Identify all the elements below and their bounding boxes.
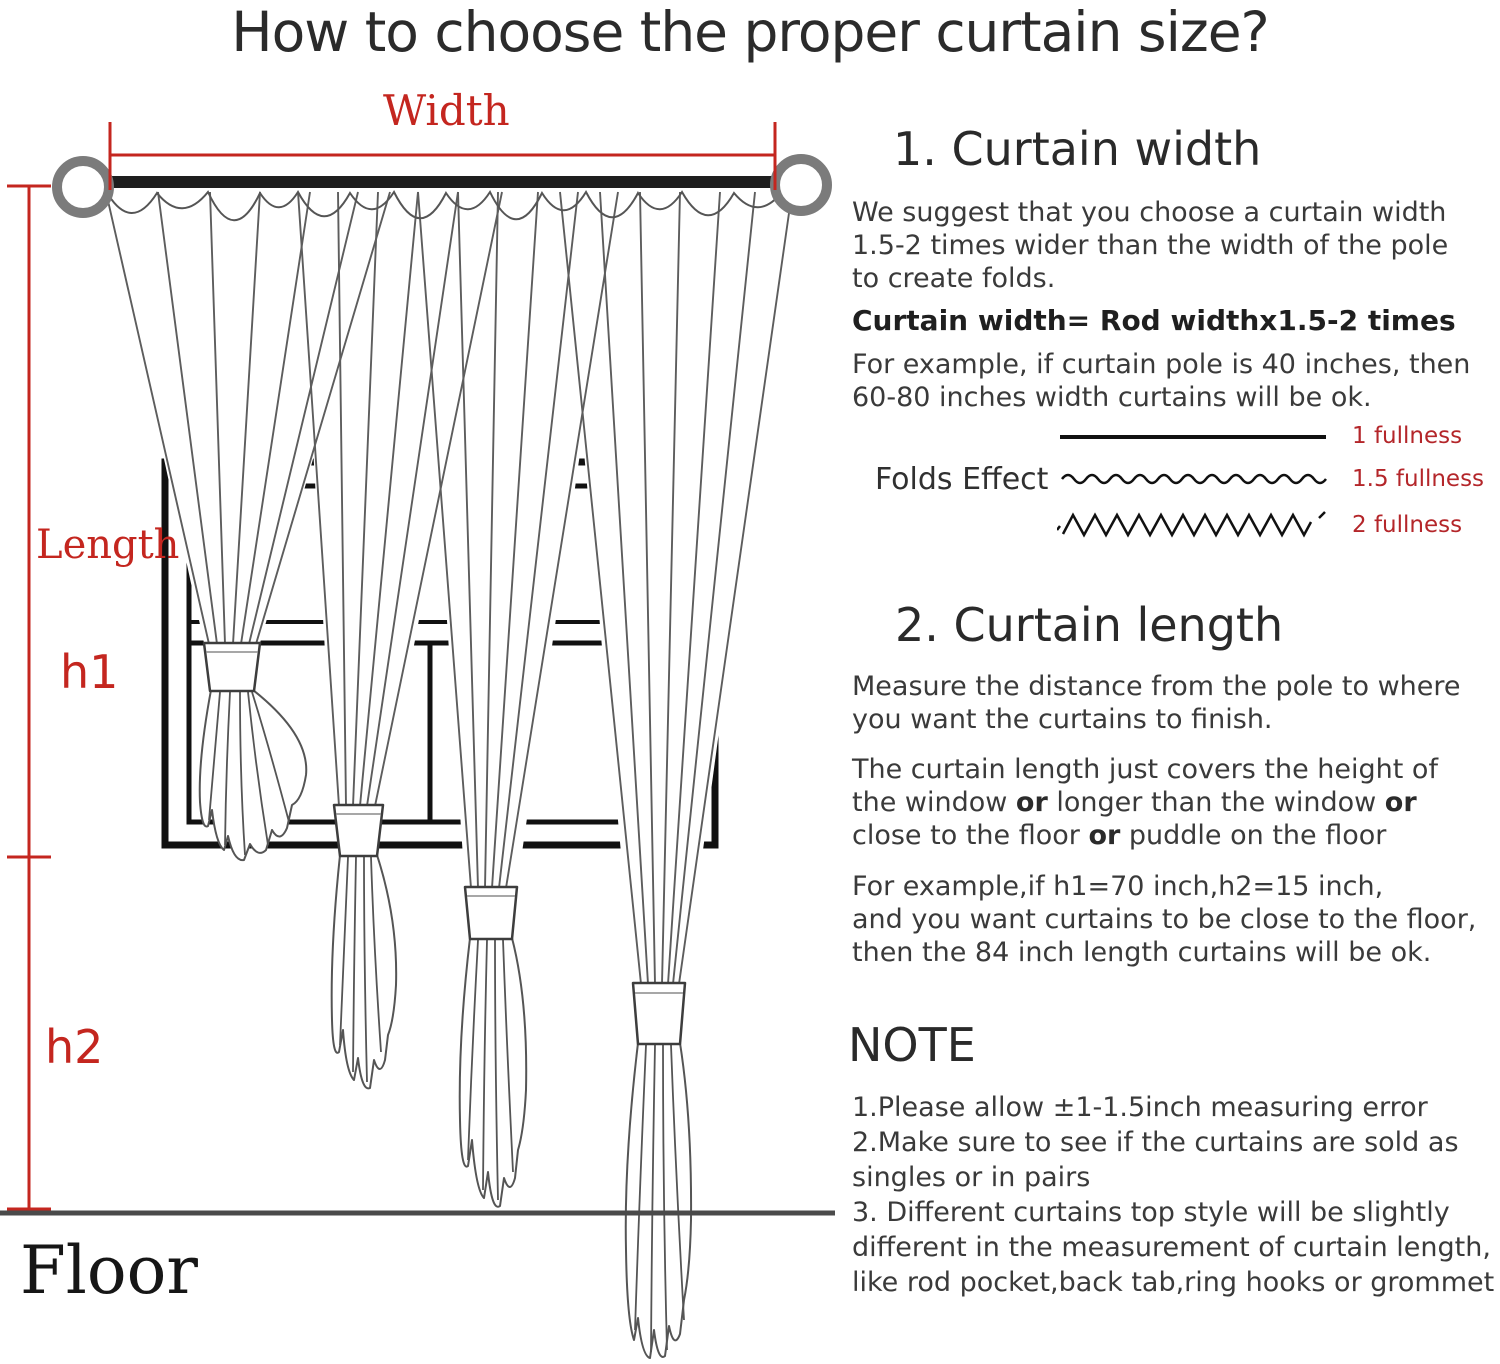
text-segment: the window xyxy=(852,787,1016,818)
text-line: We suggest that you choose a curtain width xyxy=(852,197,1447,228)
fullness-1-line xyxy=(1060,435,1326,439)
note-line: 2.Make sure to see if the curtains are sold as xyxy=(852,1127,1459,1158)
text-line: 60-80 inches width curtains will be ok. xyxy=(852,382,1372,413)
text-line: then the 84 inch length curtains will be ok. xyxy=(852,937,1432,968)
text-line xyxy=(852,819,1438,852)
text-line: and you want curtains to be close to the floor, xyxy=(852,904,1477,935)
text-segment: longer than the window xyxy=(1047,787,1385,818)
section-length-paragraph-2 xyxy=(852,753,1438,852)
text-line: For example,if h1=70 inch,h2=15 inch, xyxy=(852,871,1384,902)
section-width-paragraph xyxy=(852,196,1448,295)
section-length-heading: 2. Curtain length xyxy=(895,598,1284,652)
text-line: 1.5-2 times wider than the width of the pole xyxy=(852,230,1449,261)
text-segment-bold: or xyxy=(1088,820,1121,851)
folds-effect-label: Folds Effect xyxy=(875,462,1049,497)
text-line: to create folds. xyxy=(852,263,1056,294)
text-segment-bold: or xyxy=(1384,787,1417,818)
note-heading: NOTE xyxy=(848,1018,976,1072)
note-line: singles or in pairs xyxy=(852,1162,1091,1193)
fullness-2-label: 2 fullness xyxy=(1352,512,1463,538)
fullness-1-label: 1 fullness xyxy=(1352,423,1463,449)
note-line: like rod pocket,back tab,ring hooks or grommet xyxy=(852,1267,1495,1298)
rod-ring-right xyxy=(775,159,827,211)
text-line: For example, if curtain pole is 40 inches, then xyxy=(852,349,1471,380)
fullness-1-5-label: 1.5 fullness xyxy=(1352,466,1485,492)
note-list xyxy=(852,1090,1494,1300)
note-line: different in the measurement of curtain length, xyxy=(852,1232,1491,1263)
length-measure-label: Length xyxy=(36,522,180,568)
rod-ring-left xyxy=(57,161,109,213)
h1-measure-label: h1 xyxy=(60,645,119,699)
h2-measure-label: h2 xyxy=(45,1020,104,1074)
section-length-paragraph-1 xyxy=(852,670,1461,736)
fullness-1-5-wave xyxy=(1060,470,1330,488)
text-segment: close to the floor xyxy=(852,820,1089,851)
text-line xyxy=(852,786,1438,819)
text-line xyxy=(852,753,1438,786)
text-segment: puddle on the floor xyxy=(1120,820,1387,851)
text-line: Measure the distance from the pole to where xyxy=(852,671,1461,702)
width-measure-label: Width xyxy=(383,86,510,135)
note-line: 1.Please allow ±1-1.5inch measuring error xyxy=(852,1092,1428,1123)
curtain-width-formula: Curtain width= Rod widthx1.5-2 times xyxy=(852,304,1456,337)
section-length-example xyxy=(852,870,1476,969)
page-title: How to choose the proper curtain size? xyxy=(231,0,1269,64)
text-line: you want the curtains to finish. xyxy=(852,704,1273,735)
floor-label: Floor xyxy=(20,1232,198,1309)
section-width-heading: 1. Curtain width xyxy=(893,122,1262,176)
text-segment: The curtain length just covers the height of xyxy=(852,754,1438,785)
note-line: 3. Different curtains top style will be slightly xyxy=(852,1197,1450,1228)
text-segment-bold: or xyxy=(1015,787,1048,818)
fullness-2-zigzag xyxy=(1057,508,1337,548)
section-width-example xyxy=(852,348,1470,414)
